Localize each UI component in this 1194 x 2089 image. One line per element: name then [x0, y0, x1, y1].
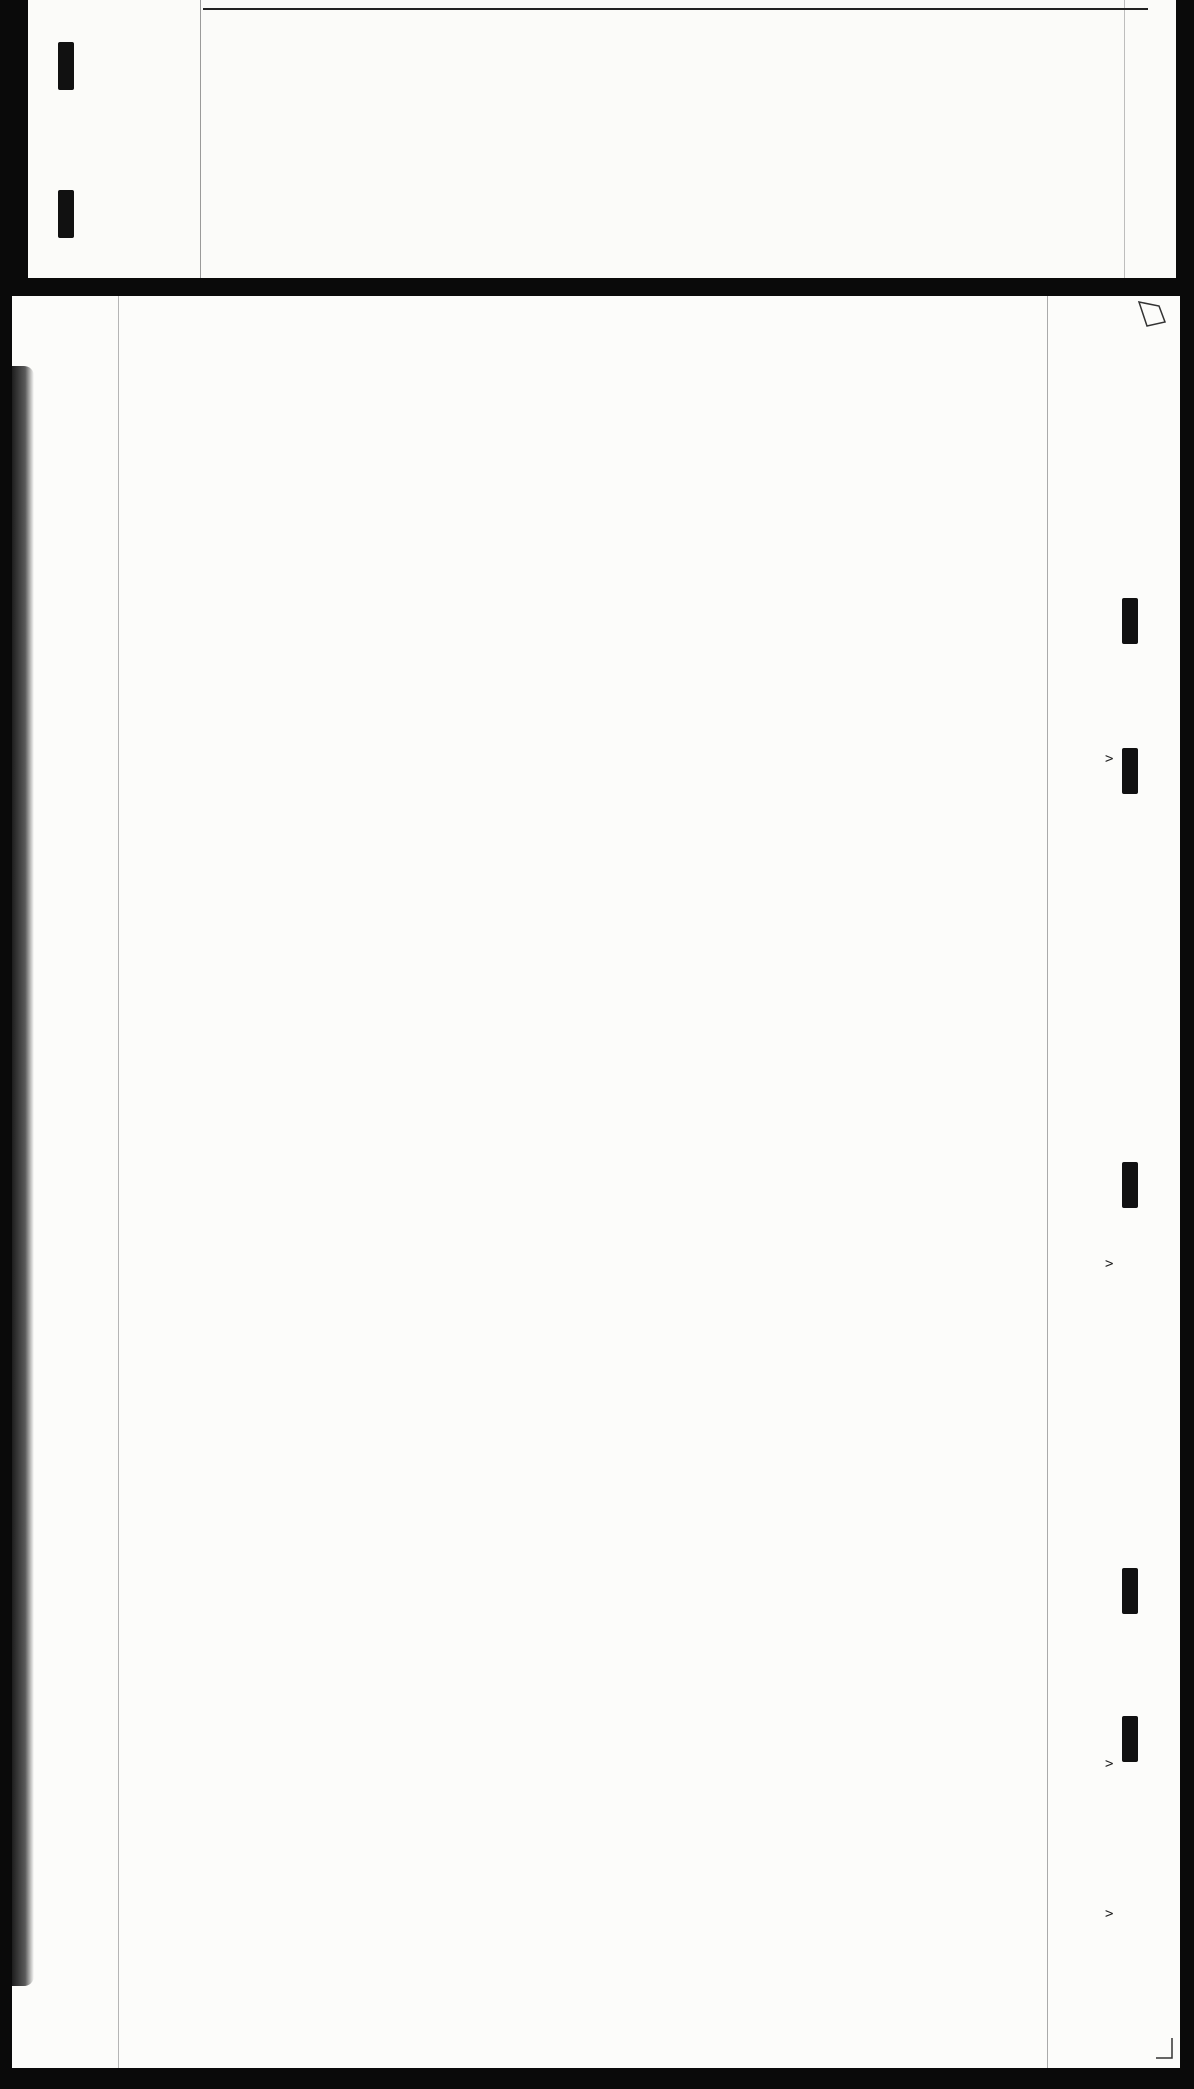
binder-hole [1122, 598, 1138, 644]
binder-hole [1122, 1162, 1138, 1208]
binder-hole [1122, 1568, 1138, 1614]
page-corner-fold [1152, 2034, 1176, 2060]
right-margin-rule [1124, 0, 1125, 278]
page-corner-fold [1137, 300, 1167, 328]
left-margin-rule [118, 296, 119, 2068]
binder-hole [58, 190, 74, 238]
binder-hole [1122, 748, 1138, 794]
left-margin [28, 0, 201, 278]
margin-tick-icon: > [1105, 1256, 1114, 1272]
binding-shadow [12, 366, 34, 1986]
page-334 [12, 296, 1180, 2068]
header-rule [203, 8, 1148, 10]
scan-border [0, 2068, 1194, 2089]
binder-hole [58, 42, 74, 90]
margin-tick-icon: > [1105, 1756, 1114, 1772]
margin-tick-icon: > [1105, 751, 1114, 767]
binder-hole [1122, 1716, 1138, 1762]
previous-page-strip [28, 0, 1176, 278]
right-margin-rule [1047, 296, 1048, 2068]
margin-tick-icon: > [1105, 1906, 1114, 1922]
